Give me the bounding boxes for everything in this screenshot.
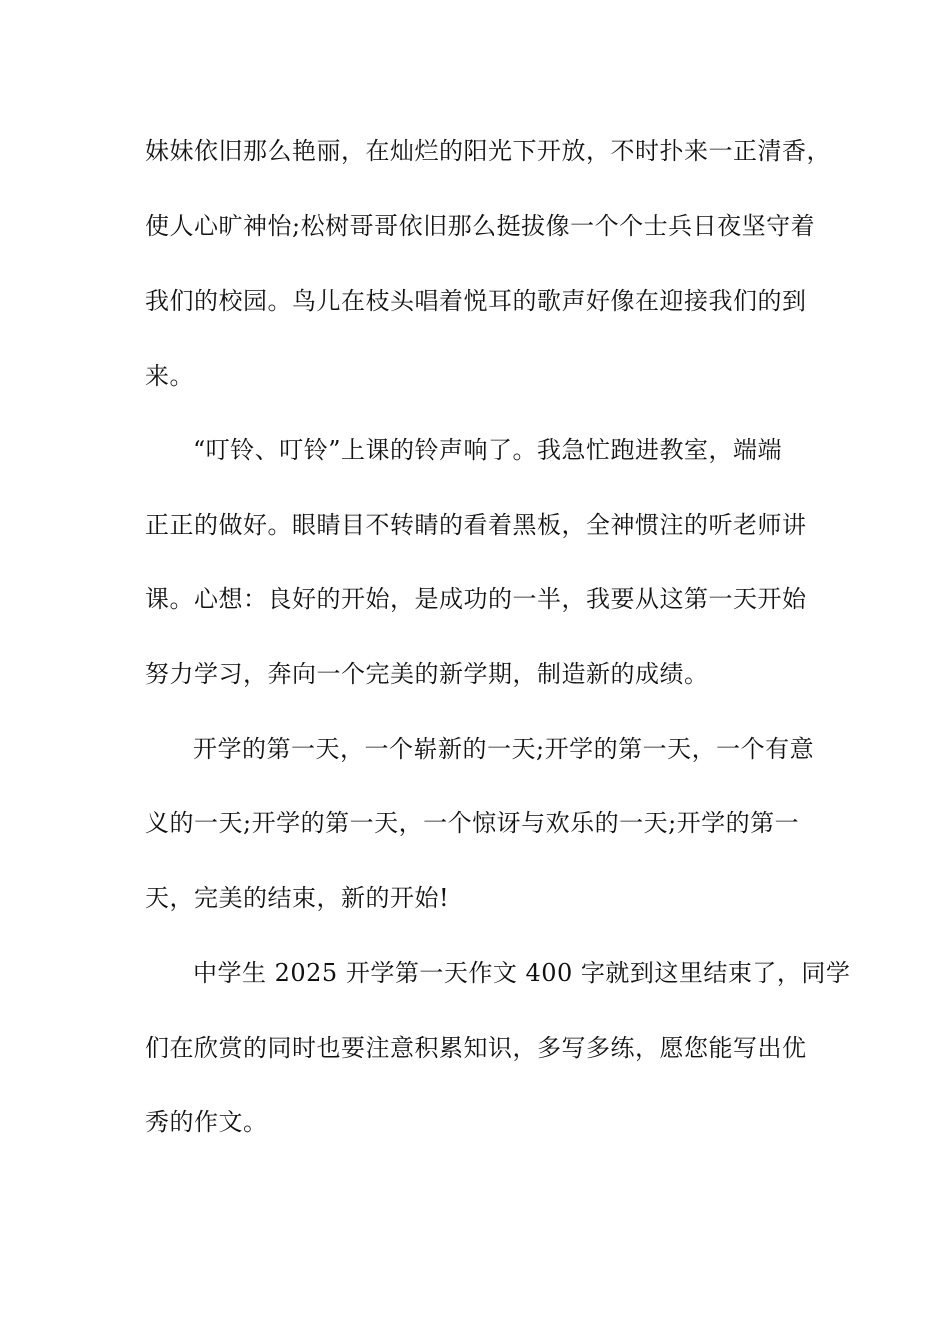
paragraph-4-line-2: 们在欣赏的同时也要注意积累知识，多写多练，愿您能写出优 — [145, 1034, 807, 1062]
paragraph-2-line-4: 努力学习，奔向一个完美的新学期，制造新的成绩。 — [145, 660, 709, 688]
paragraph-4-line-1: 中学生 2025 开学第一天作文 400 字就到这里结束了，同学 — [193, 959, 851, 987]
paragraph-3-line-1: 开学的第一天，一个崭新的一天;开学的第一天，一个有意 — [193, 735, 815, 763]
paragraph-1-line-2: 使人心旷神怡;松树哥哥依旧那么挺拔像一个个士兵日夜坚守着 — [145, 212, 816, 240]
paragraph-1-line-3: 我们的校园。鸟儿在枝头唱着悦耳的歌声好像在迎接我们的到 — [145, 287, 807, 315]
paragraph-3-line-2: 义的一天;开学的第一天，一个惊讶与欢乐的一天;开学的第一 — [145, 809, 800, 837]
paragraph-3-line-3: 天，完美的结束，新的开始! — [145, 884, 450, 912]
paragraph-1-line-1: 妹妹依旧那么艳丽，在灿烂的阳光下开放，不时扑来一正清香， — [145, 137, 831, 165]
paragraph-2-line-1: “叮铃、叮铃”上课的铃声响了。我急忙跑进教室，端端 — [193, 436, 783, 464]
paragraph-1-line-4: 来。 — [145, 362, 194, 390]
paragraph-2-line-2: 正正的做好。眼睛目不转睛的看着黑板，全神惯注的听老师讲 — [145, 511, 807, 539]
paragraph-4-line-3: 秀的作文。 — [145, 1108, 268, 1136]
paragraph-2-line-3: 课。心想：良好的开始，是成功的一半，我要从这第一天开始 — [145, 585, 807, 613]
